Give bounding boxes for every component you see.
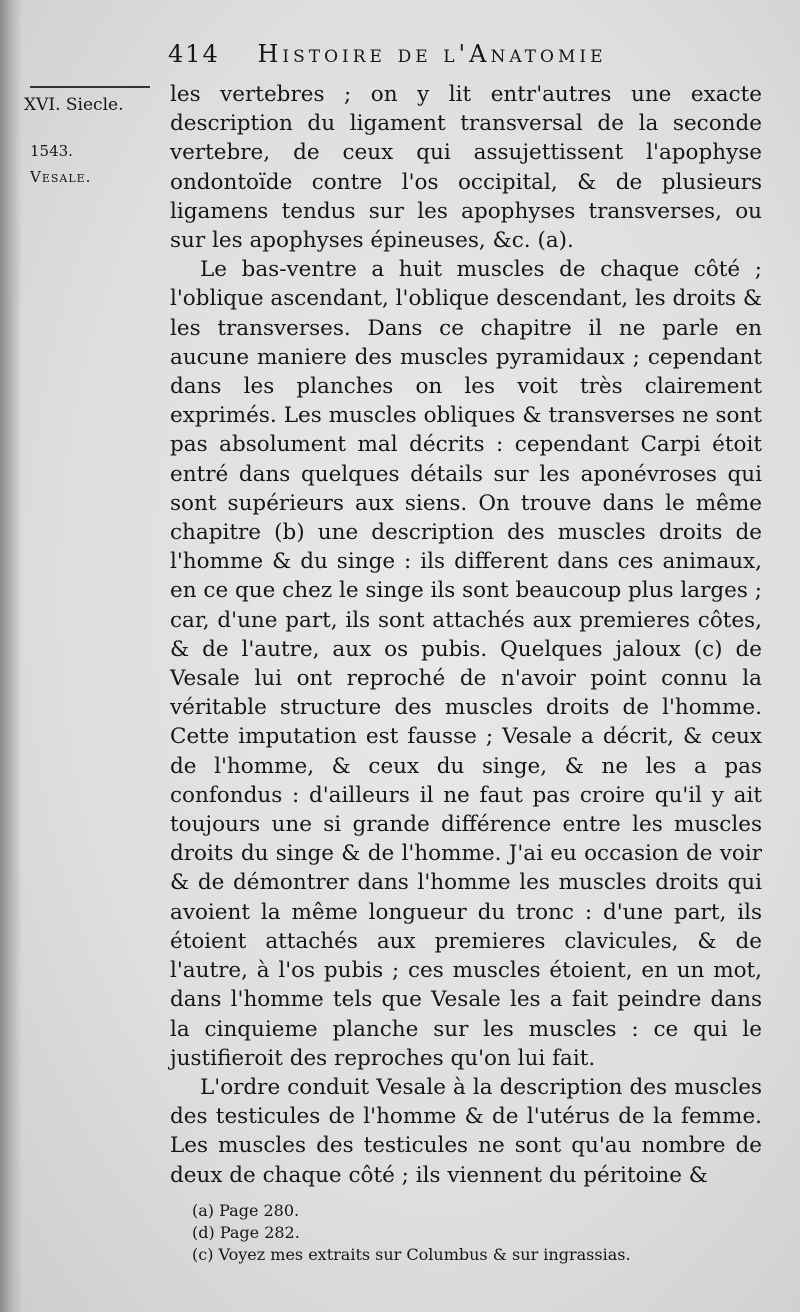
paragraph-abdominal-muscles: Le bas-ventre a huit muscles de chaque côté ; l'oblique ascendant, l'oblique descendant, les droits & les transverses. Dans ce chapitre il ne parle en aucune maniere des muscles pyramidaux ; cependant dans les planches on les voit très clairement exprimés. Les muscles obliques & transverses ne sont pas absolument mal décrits : cependant Carpi étoit entré dans quelques détails sur les aponévroses qui sont supérieurs aux siens. On trouve dans le même chapitre (b) une description des muscles droits de l'homme & du singe : ils different dans ces animaux, en ce que chez le singe ils sont beaucoup plus larges ; car, d'une part, ils sont attachés aux premieres côtes, & de l'autre, aux os pubis. Quelques jaloux (c) de Vesale lui ont reproché de n'avoir point connu la véritable structure des muscles droits de l'homme. Cette imputation est fausse ; Vesale a décrit, & ceux de l'homme, & ceux du singe, & ne les a pas confondus : d'ailleurs il ne faut pas croire qu'il y ait toujours une si grande différence entre les muscles droits du singe & de l'homme. J'ai eu occasion de voir & de démontrer dans l'homme les muscles droits qui avoient la même longueur du tronc : d'une part, ils étoient attachés aux premieres clavicules, & de l'autre, à l'os pubis ; ces muscles étoient, en un mot, dans l'homme tels que Vesale les a fait peindre dans la cinquieme planche sur les muscles : ce qui le justifieroit des reproches qu'on lui fait. [170, 257, 762, 1071]
margin-notes [24, 92, 164, 190]
paragraph-testicle-muscles: L'ordre conduit Vesale à la description des muscles des testicules de l'homme & de l'utérus de la femme. Les muscles des testicules ne sont qu'au nombre de deux de chaque côté ; ils viennent du péritoine & [170, 1074, 762, 1188]
body-text [170, 80, 762, 1190]
footnote-d: (d) Page 282. [192, 1223, 300, 1242]
margin-century: XVI. Siecle. [24, 95, 124, 115]
binding-shadow [0, 0, 22, 1312]
footnotes [192, 1200, 752, 1266]
header-rule [30, 86, 150, 88]
paragraph-continuation: les vertebres ; on y lit entr'autres une exacte description du ligament transversal de la seconde vertebre, de ceux qui assujettissent l'apophyse ondontoïde contre l'os occipital, & de plusieurs ligamens tendus sur les apophyses transverses, ou sur les apophyses épineuses, &c. (a). [170, 82, 762, 254]
running-title: Histoire de l'Anatomie [257, 40, 607, 68]
footnote-a: (a) Page 280. [192, 1201, 300, 1220]
margin-year: 1543. [30, 142, 73, 160]
footnote-c: (c) Voyez mes extraits sur Columbus & sur ingrassias. [192, 1245, 631, 1264]
margin-author: Vesale. [30, 168, 92, 186]
page-header [168, 40, 768, 76]
page-number: 414 [168, 40, 220, 68]
